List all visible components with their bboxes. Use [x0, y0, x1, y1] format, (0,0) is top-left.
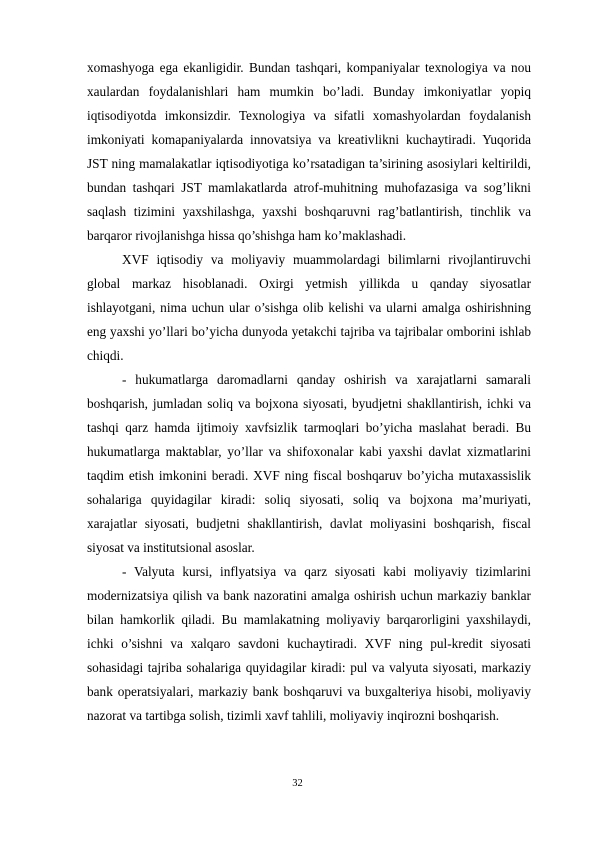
paragraph-wto-impact: xomashyoga ega ekanligidir. Bundan tashqari, kompaniyalar texnologiya va nou xaulardan foydalanishlari ham mumkin bo’ladi. Bunday imkoniyatlar yopiq iqtisodiyotda imkonsizdir. Texnologiya va sifatli xomashyolardan foydalanish imkoniyati komapaniyalarda innovatsiya va kreativlikni kuchaytiradi. Yuqorida JST ning mamalakatlar iqtisodiyotiga ko’rsatadigan ta’sirining asosiylari keltirildi, bundan tashqari JST mamlakatlarda atrof-muhitning muhofazasiga va sog’likni saqlash tizimini yaxshilashga, yaxshi boshqaruvni rag’batlantirish, tinchlik va barqaror rivojlanishga hissa qo’shishga ham ko’maklashadi.: [87, 60, 531, 243]
paragraph-fiscal-advice: - hukumatlarga daromadlarni qanday oshirish va xarajatlarni samarali boshqarish, jumladan soliq va bojxona siyosati, byudjetni shakllantirish, ichki va tashqi qarz hamda ijtimoiy xavfsizlik tarmoqlari bo’yicha maslahat beradi. Bu hukumatlarga maktablar, yo’llar va shifoxonalar kabi yaxshi davlat xizmatlarini taqdim etish imkonini beradi. XVF ning fiscal boshqaruv bo’yicha mutaxassislik sohalariga quyidagilar kiradi: soliq siyosati, soliq va bojxona ma’muriyati, xarajatlar siyosati, budjetni shakllantirish, davlat moliyasini boshqarish, fiscal siyosat va institutsional asoslar.: [87, 372, 531, 555]
page-number: 32: [292, 778, 303, 789]
page-body: [87, 56, 531, 728]
paragraph-monetary-policy: - Valyuta kursi, inflyatsiya va qarz siyosati kabi moliyaviy tizimlarini modernizatsiya qilish va bank nazoratini amalga oshirish uchun markaziy banklar bilan hamkorlik qiladi. Bu mamlakatning moliyaviy barqarorligini yaxshilaydi, ichki o’sishni va xalqaro savdoni kuchaytiradi. XVF ning pul-kredit siyosati sohasidagi tajriba sohalariga quyidagilar kiradi: pul va valyuta siyosati, markaziy bank operatsiyalari, markaziy bank boshqaruvi va buxgalteriya hisobi, moliyaviy nazorat va tartibga solish, tizimli xavf tahlili, moliyaviy inqirozni boshqarish.: [87, 564, 531, 723]
paragraph-imf-overview: XVF iqtisodiy va moliyaviy muammolardagi bilimlarni rivojlantiruvchi global markaz hisoblanadi. Oxirgi yetmish yillikda u qanday siyosatlar ishlayotgani, nima uchun ular o’sishga olib kelishi va ularni amalga oshirishning eng yaxshi yo’llari bo’yicha dunyoda yetakchi tajriba va tajribalar omborini ishlab chiqdi.: [87, 252, 531, 363]
